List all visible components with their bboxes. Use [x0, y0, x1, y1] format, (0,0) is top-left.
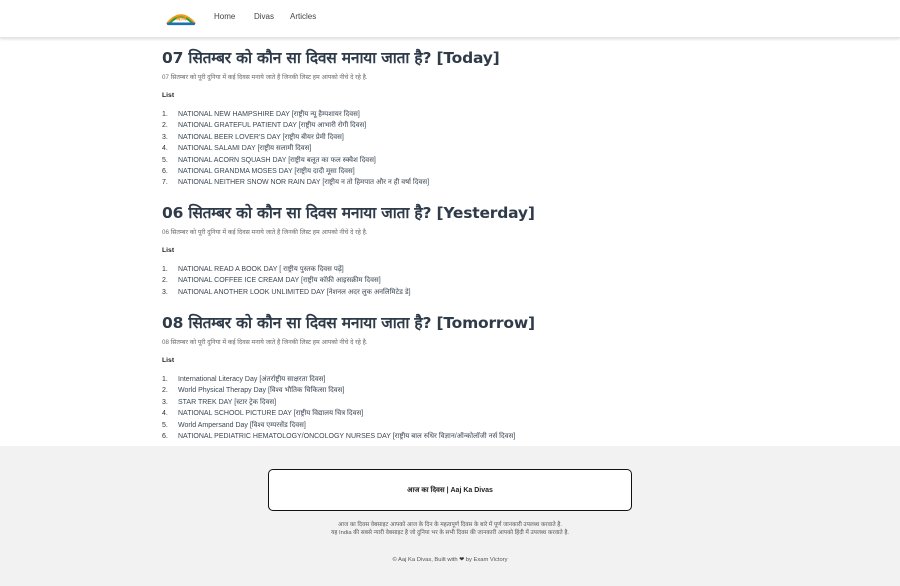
- list-item: 3. NATIONAL ANOTHER LOOK UNLIMITED DAY [नेशनल अदर लुक अनलिमिटेड डे]: [162, 288, 411, 296]
- day-list-tomorrow: [162, 374, 535, 442]
- copyright-suffix[interactable]: by Exam Victory: [465, 557, 508, 563]
- section-desc-today: 07 सितम्बर को पूरी दुनिया में कई दिवस मनाये जाते है जिनकी लिस्ट हम आपको नीचे दे रहे है.: [162, 74, 368, 81]
- section-today: [162, 48, 500, 189]
- list-label-yesterday: List: [162, 247, 175, 254]
- section-tomorrow: [162, 313, 535, 442]
- svg-text:आज: आज: [175, 15, 187, 23]
- list-item: 2. World Physical Therapy Day [विश्व भौतिक चिकित्सा दिवस]: [162, 387, 345, 395]
- list-item: 4. NATIONAL SALAMI DAY [राष्ट्रीय सलामी दिवस]: [162, 145, 312, 153]
- copyright-prefix: © Aaj Ka Divas, Built with: [392, 557, 458, 563]
- site-logo[interactable]: [165, 9, 197, 26]
- list-item: 3. NATIONAL BEER LOVER'S DAY [राष्ट्रीय बीयर प्रेमी दिवस]: [162, 133, 344, 141]
- list-item: 4. NATIONAL SCHOOL PICTURE DAY [राष्ट्रीय विद्यालय चित्र दिवस]: [162, 410, 364, 418]
- list-item: 6. NATIONAL PEDIATRIC HEMATOLOGY/ONCOLOGY NURSES DAY [राष्ट्रीय बाल रुधिर विज्ञान/ऑन्कोलॉजी नर्स दिवस]: [162, 433, 516, 441]
- list-item: 2. NATIONAL COFFEE ICE CREAM DAY [राष्ट्रीय कॉफ़ी आइसक्रीम दिवस]: [162, 277, 381, 285]
- list-item: 1. NATIONAL NEW HAMPSHIRE DAY [राष्ट्रीय न्यू हैम्पशायर दिवस]: [162, 111, 360, 118]
- top-navbar: [0, 0, 900, 38]
- list-item: 3. STAR TREK DAY [स्टार ट्रेक दिवस]: [162, 398, 277, 406]
- footer-brand-title: आज का दिवस | Aaj Ka Divas: [407, 486, 493, 494]
- footer-brand-box[interactable]: [268, 469, 632, 511]
- heart-icon: ❤: [459, 557, 465, 563]
- footer-copyright: [0, 557, 900, 563]
- section-title-today: 07 सितम्बर को कौन सा दिवस मनाया जाता है? [Today]: [162, 49, 500, 67]
- list-item: 1. NATIONAL READ A BOOK DAY [ राष्ट्रीय पुस्तक दिवस पढ़ें]: [162, 266, 344, 273]
- day-list-yesterday: [162, 264, 535, 298]
- list-item: 2. NATIONAL GRATEFUL PATIENT DAY [राष्ट्रीय आभारी रोगी दिवस]: [162, 122, 367, 130]
- list-item: 7. NATIONAL NEITHER SNOW NOR RAIN DAY [राष्ट्रीय न तो हिमपात और न ही वर्षा दिवस]: [162, 179, 430, 187]
- day-list-today: [162, 109, 500, 189]
- footer-about-line2: यह India की सबसे न्यारी वेबसाइट है जो दुनिया भर के सभी दिवस की जानकारी आपको हिंदी में उपलब्ध करवाते है.: [330, 530, 570, 536]
- footer-about-line1: आज का दिवस वेबसाइट आपको आज के दिन के महत्वपूर्ण दिवस के बारे में पूर्ण जानकारी उपलब्ध करवाते है.: [338, 522, 562, 528]
- section-desc-yesterday: 06 सितम्बर को पूरी दुनिया में कई दिवस मनाये जाते है जिनकी लिस्ट हम आपको नीचे दे रहे है.: [162, 229, 368, 236]
- list-item: 6. NATIONAL GRANDMA MOSES DAY [राष्ट्रीय दादी मूसा दिवस]: [162, 168, 355, 176]
- section-desc-tomorrow: 08 सितम्बर को पूरी दुनिया में कई दिवस मनाये जाते है जिनकी लिस्ट हम आपको नीचे दे रहे है.: [162, 339, 368, 346]
- list-label-tomorrow: List: [162, 357, 175, 364]
- section-title-yesterday: 06 सितम्बर को कौन सा दिवस मनाया जाता है? [Yesterday]: [162, 204, 535, 222]
- list-label-today: List: [162, 92, 175, 99]
- nav-divas[interactable]: Divas: [254, 12, 275, 21]
- nav-articles[interactable]: Articles: [290, 12, 317, 21]
- list-item: 5. NATIONAL ACORN SQUASH DAY [राष्ट्रीय बलूत का फल स्क्वैश दिवस]: [162, 156, 376, 164]
- footer-about: [325, 521, 575, 537]
- page-footer: [0, 446, 900, 586]
- list-item: 1. International Literacy Day [अंतर्राष्ट्रीय साक्षरता दिवस]: [162, 376, 326, 383]
- nav-home[interactable]: Home: [214, 12, 236, 21]
- section-title-tomorrow: 08 सितम्बर को कौन सा दिवस मनाया जाता है? [Tomorrow]: [162, 314, 535, 332]
- section-yesterday: [162, 203, 535, 298]
- list-item: 5. World Ampersand Day [विश्व एम्परसेंड दिवस]: [162, 421, 306, 429]
